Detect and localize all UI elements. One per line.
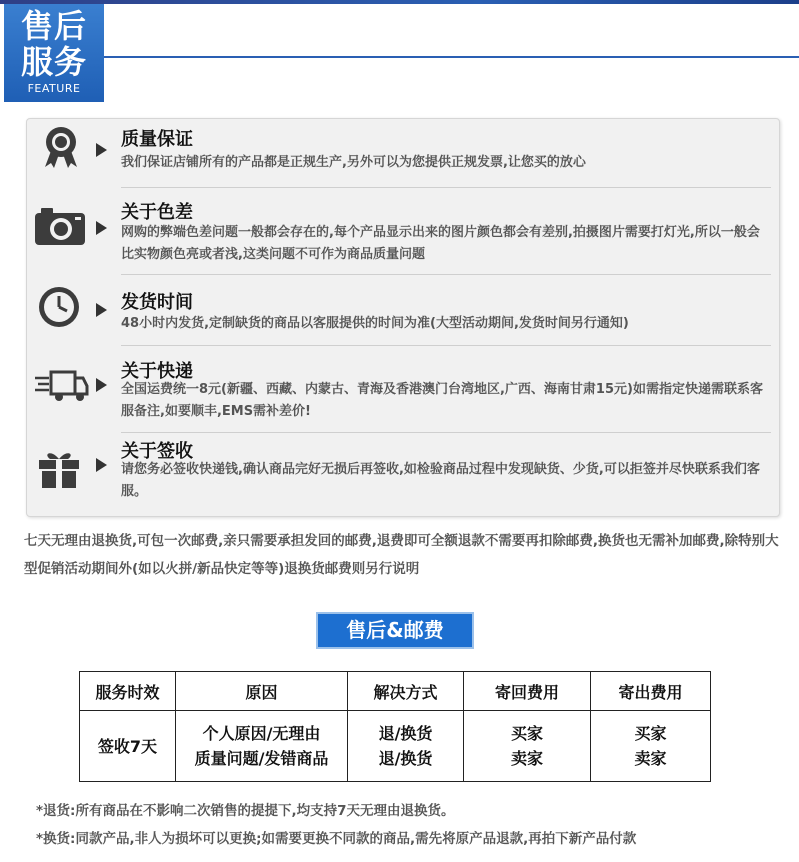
return-fee-line: 卖家 [510, 749, 543, 768]
feature-desc: 网购的弊端色差问题一般都会存在的,每个产品显示出来的图片颜色都会有差别,拍摄图片需要打灯光,所以一般会比实物颜色亮或者浅,这类问题不可作为商品质量问题 [121, 225, 760, 262]
feature-desc: 我们保证店铺所有的产品都是正规生产,另外可以为您提供正规发票,让您买的放心 [121, 155, 586, 170]
table-header: 原因 [176, 672, 348, 711]
divider [121, 187, 771, 188]
feature-title: 关于签收 [121, 441, 193, 462]
send-fee-line: 买家 [634, 724, 667, 743]
table-cell-reason [176, 711, 348, 782]
gift-icon [33, 446, 89, 490]
table-header: 寄回费用 [464, 672, 591, 711]
top-rule [0, 0, 799, 4]
send-fee-line: 卖家 [634, 749, 667, 768]
footnote-exchange: *换货:同款产品,非人为损坏可以更换;如需要更换不同款的商品,需先将原产品退款,再拍下新产品付款 [36, 831, 637, 847]
divider [121, 274, 771, 275]
feature-title: 质量保证 [121, 129, 193, 150]
header-line [104, 56, 799, 58]
feature-desc: 请您务必签收快递钱,确认商品完好无损后再签收,如检验商品过程中发现缺货、少货,可以拒签并尽快联系我们客服。 [121, 462, 760, 499]
arrow-right-icon [96, 143, 107, 157]
table-cell-solution [348, 711, 464, 782]
feature-title: 关于色差 [121, 202, 193, 223]
badge-subtitle: FEATURE [27, 82, 81, 95]
period-value: 签收7天 [97, 736, 158, 756]
table-header: 服务时效 [80, 672, 176, 711]
divider [121, 345, 771, 346]
arrow-right-icon [96, 458, 107, 472]
solution-line: 退/换货 [378, 749, 433, 768]
table-header: 解决方式 [348, 672, 464, 711]
fee-section-title: 售后&邮费 [316, 612, 474, 649]
arrow-right-icon [96, 221, 107, 235]
divider [121, 432, 771, 433]
table-cell-return-fee [464, 711, 591, 782]
table-header-row [80, 672, 711, 711]
feature-panel [26, 118, 780, 517]
award-ribbon-icon [33, 125, 89, 169]
arrow-right-icon [96, 378, 107, 392]
camera-icon [33, 204, 89, 248]
section-badge [4, 4, 104, 102]
reason-line: 个人原因/无理由 [202, 724, 321, 743]
table-row [80, 711, 711, 782]
table-cell-send-fee [591, 711, 711, 782]
footnote-return: *退货:所有商品在不影响二次销售的提提下,均支持7天无理由退换货。 [36, 803, 455, 819]
delivery-truck-icon [33, 362, 89, 406]
feature-title: 关于快递 [121, 361, 193, 382]
solution-line: 退/换货 [378, 724, 433, 743]
table-header: 寄出费用 [591, 672, 711, 711]
table-cell-period [80, 711, 176, 782]
feature-title: 发货时间 [121, 292, 193, 313]
badge-title: 售后 服务 [20, 7, 87, 81]
clock-icon [33, 285, 89, 329]
reason-line: 质量问题/发错商品 [194, 749, 329, 768]
arrow-right-icon [96, 303, 107, 317]
fee-table [79, 671, 711, 782]
return-fee-line: 买家 [510, 724, 543, 743]
return-policy-note: 七天无理由退换货,可包一次邮费,亲只需要承担发回的邮费,退费即可全额退款不需要再扣除邮费,换货也无需补加邮费,除特别大型促销活动期间外(如以火拼/新品快定等等)退换货邮费则另行说明 [24, 533, 779, 577]
feature-desc: 48小时内发货,定制缺货的商品以客服提供的时间为准(大型活动期间,发货时间另行通知) [121, 316, 629, 331]
feature-desc: 全国运费统一8元(新疆、西藏、内蒙古、青海及香港澳门台湾地区,广西、海南甘肃15元)如需指定快递需联系客服备注,如要顺丰,EMS需补差价! [121, 382, 763, 419]
